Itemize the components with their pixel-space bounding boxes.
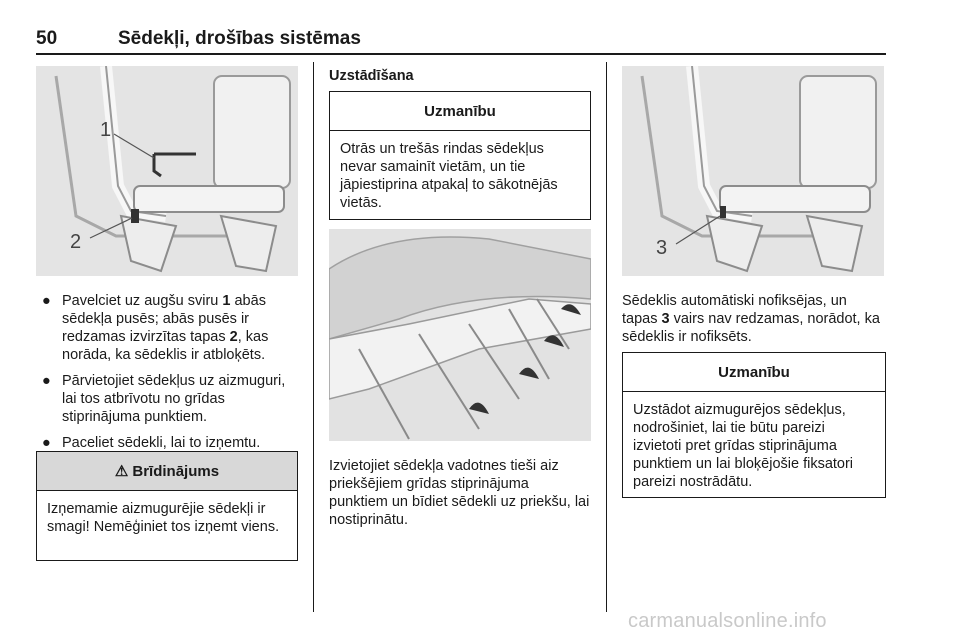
notice-body: Uzstādot aizmugurējos sēdekļus, nodrošiniet, lai tie būtu pareizi izvietoti pret grīdas stiprinājuma punktiem un lai bloķējošie fiksatori pareizi nostrādātu.: [633, 402, 854, 490]
notice-header: Uzmanību: [330, 92, 590, 131]
page-header: [36, 20, 886, 54]
instruction-list: [36, 292, 298, 460]
seat-pin-illustration: [622, 66, 884, 276]
locking-paragraph: Sēdeklis automātiski nofiksējas, un tapas 3 vairs nav redzamas, norādot, ka sēdeklis ir nofiksēts.: [622, 293, 880, 345]
bullet-icon: ●: [42, 435, 51, 451]
column-divider-right: [606, 62, 607, 612]
page-number: 50: [36, 28, 58, 49]
section-subheading: Uzstādīšana: [329, 68, 414, 84]
watermark: carmanualsonline.info: [628, 610, 827, 632]
warning-triangle-icon: ⚠: [114, 463, 129, 480]
callout-3: 3: [656, 237, 668, 259]
callout-1: 1: [100, 119, 112, 141]
bullet-icon: ●: [42, 293, 51, 309]
list-item: ● Pavelciet uz augšu sviru 1 abās sēdekļa pusēs; abās pusēs ir redzamas izvirzītas tapas 2, kas norāda, ka sēdeklis ir atbloķēts.: [42, 293, 269, 363]
seat-guides-illustration: [329, 229, 591, 441]
installation-paragraph: Izvietojiet sēdekļa vadotnes tieši aiz priekšējiem grīdas stiprinājuma punktiem un bīdiet sēdekli uz priekšu, lai nostiprinātu.: [329, 458, 590, 528]
list-item: ● Pārvietojiet sēdekļus uz aizmuguri, lai tos atbrīvotu no grīdas stiprinājuma punktiem.: [42, 373, 286, 425]
warning-body: Izņemamie aizmugurējie sēdekļi ir smagi! Nemēģiniet tos izņemt viens.: [47, 501, 280, 535]
seat-lever-illustration: [36, 66, 298, 276]
column-divider-left: [313, 62, 314, 612]
page-title: Sēdekļi, drošības sistēmas: [118, 28, 361, 49]
notice-header: Uzmanību: [623, 353, 885, 392]
header-rule: [36, 53, 886, 55]
warning-title: Brīdinājums: [132, 462, 220, 480]
bullet-icon: ●: [42, 373, 51, 389]
notice-box: [622, 352, 886, 498]
list-item: ● Paceliet sēdekli, lai to izņemtu.: [42, 435, 261, 451]
warning-box: [36, 451, 298, 561]
notice-box: [329, 91, 591, 220]
warning-header: [37, 452, 297, 491]
callout-2: 2: [70, 231, 82, 253]
notice-body: Otrās un trešās rindas sēdekļus nevar samainīt vietām, un tie jāpiestiprina atpakaļ to sākotnējās vietās.: [340, 141, 558, 211]
